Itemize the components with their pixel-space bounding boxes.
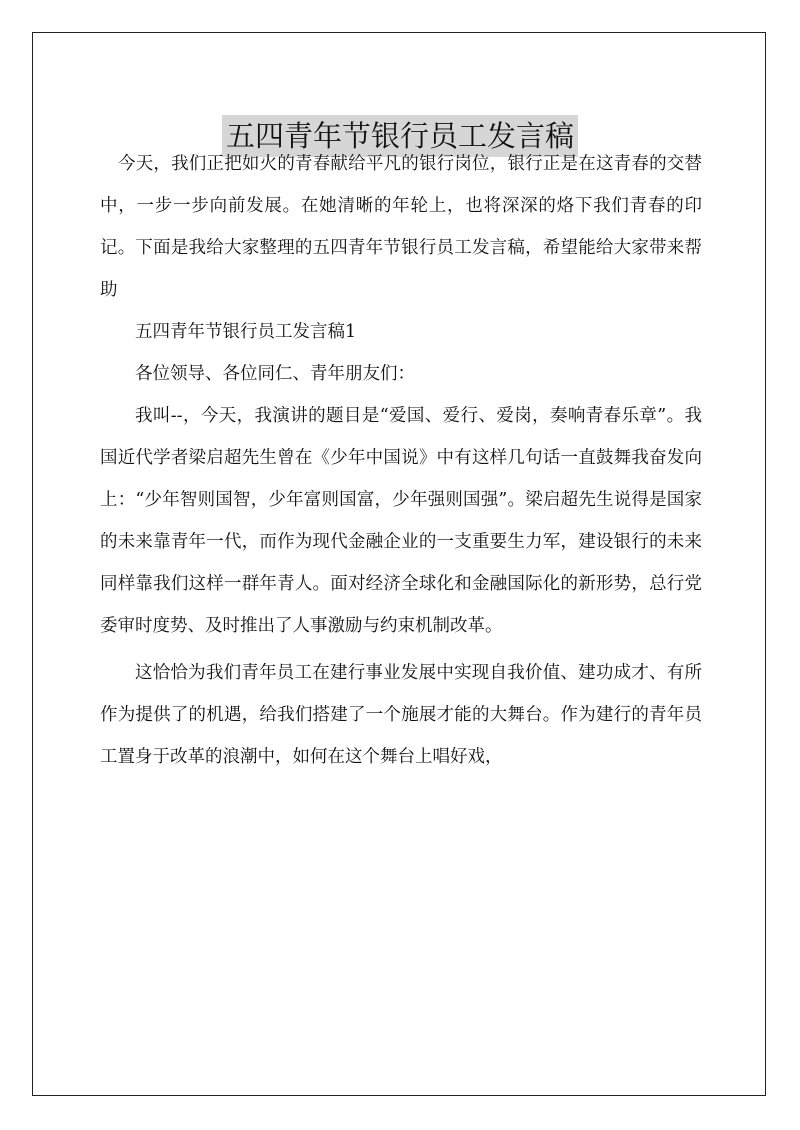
body-paragraph-2: 这恰恰为我们青年员工在建行事业发展中实现自我价值、建功成才、有所作为提供了的机遇，给我们搭建了一个施展才能的大舞台。作为建行的青年员工置身于改革的浪潮中，如何在这个舞台上唱好戏， (100, 663, 702, 767)
greeting-line: 各位领导、各位同仁、青年朋友们： (135, 364, 415, 384)
section-heading: 五四青年节银行员工发言稿1 (135, 322, 357, 342)
intro-paragraph: 今天，我们正把如火的青春献给平凡的银行岗位，银行正是在这青春的交替中，一步一步向前发展。在她清晰的年轮上，也将深深的烙下我们青春的印记。下面是我给大家整理的五四青年节银行员工发言稿，希望能给大家带来帮助 (100, 154, 702, 300)
body-paragraph-1: 我叫--，今天，我演讲的题目是“爱国、爱行、爱岗，奏响青春乐章”。我国近代学者梁启超先生曾在《少年中国说》中有这样几句话一直鼓舞我奋发向上：“少年智则国智，少年富则国富，少年强则国强”。梁启超先生说得是国家的未来靠青年一代，而作为现代金融企业的一支重要生力军，建设银行的未来同样靠我们这样一群年青人。面对经济全球化和金融国际化的新形势，总行党委审时度势、及时推出了人事激励与约束机制改革。 (100, 406, 702, 636)
document-title: 五四青年节银行员工发言稿 (222, 115, 578, 157)
document-body (100, 143, 702, 778)
